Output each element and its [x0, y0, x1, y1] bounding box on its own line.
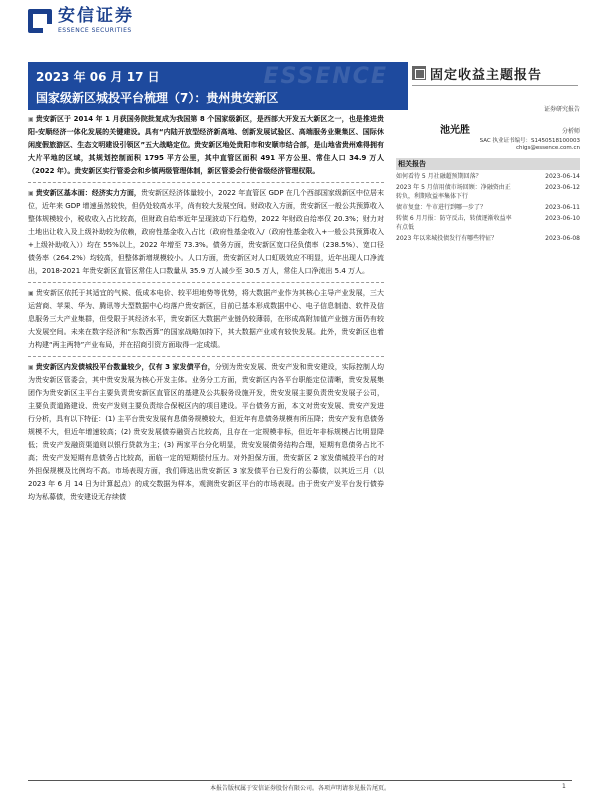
research-tag: 证券研究报告: [543, 106, 580, 113]
paragraph-lead: 贵安新区基本面：经济实力方面，: [35, 189, 141, 197]
related-report-item[interactable]: [396, 203, 580, 212]
page-number: 1: [562, 783, 566, 790]
related-report-date: 2023-06-10: [545, 215, 580, 222]
report-type: [412, 62, 578, 84]
brand-name-cn: 安信证券: [58, 6, 134, 26]
report-title: 国家级新区城投平台梳理（7）：贵州贵安新区: [36, 91, 279, 105]
bullet-icon: ▣: [28, 116, 34, 123]
body-paragraph: [28, 113, 384, 178]
related-report-item[interactable]: [396, 183, 580, 201]
banner-watermark: ESSENCE: [263, 64, 388, 89]
paragraph-text: 贵安新区经济体量较小，2022 年直管区 GDP 在几个西部国家级新区中位居末位，近年来 GDP 增速虽然较快，但仍处较高水平，尚有较大发展空间。财政收入方面，贵安新区一般公共预算收入整体规模较小，税收收入占比较高，但财政自给率近年呈现波动下行趋势，2022 年财政自给率仅 20.3%；财力对土地出让收入及上级补助较为依赖，政府性基金收入占比（政府性基金收入/（政府性基金收入+一般公共预算收入+上级补助收入））均在 55%以上，2022 年增至 73.3%。债务方面，贵安新区宽口径负债率（238.5%）、宽口径债务率（264.2%）均较高，但整体新增规模较小。人口方面，贵安新区对人口虹吸效应不明显，近年出现人口净流出，2018-2021 年贵安新区直管区常住人口数量从 35.9 万人减少至 30.5 万人，常住人口净流出 5.4 万人。: [28, 189, 385, 275]
related-report-item[interactable]: [396, 234, 580, 243]
related-report-date: 2023-06-11: [545, 204, 580, 211]
report-date: 2023 年 06 月 17 日: [36, 70, 160, 84]
related-report-date: 2023-06-08: [545, 235, 580, 242]
title-banner: [28, 62, 408, 110]
analyst-role: 分析师: [561, 128, 580, 135]
paragraph-divider: [28, 182, 384, 183]
footer-divider: [28, 780, 572, 781]
brand-logo: [28, 6, 134, 36]
report-type-icon: [412, 66, 426, 80]
analyst-sac: SAC 执业证书编号：S1450518100003: [479, 138, 580, 144]
bullet-icon: ▣: [28, 290, 34, 297]
related-report-title[interactable]: 如何看待 5 月社融超预期回落？: [396, 173, 482, 180]
related-report-item[interactable]: [396, 214, 580, 232]
analyst-email[interactable]: chigs@essence.com.cn: [515, 145, 580, 151]
related-report-title[interactable]: 转债 6 月月报：防守反击，转债逐渐收益率有点低: [396, 215, 512, 231]
brand-name-en: ESSENCE SECURITIES: [58, 27, 132, 34]
related-report-item[interactable]: [396, 172, 580, 181]
related-report-date: 2023-06-14: [545, 173, 580, 180]
body-paragraph: [28, 287, 384, 352]
related-reports-list: [396, 172, 580, 245]
related-reports-heading: 相关报告: [396, 158, 580, 170]
report-body: [28, 113, 384, 508]
paragraph-divider: [28, 282, 384, 283]
analyst-name: 池光胜: [440, 125, 470, 136]
related-report-date: 2023-06-12: [545, 184, 580, 191]
footer-disclaimer: 本报告版权属于安信证券股份有限公司。各项声明请参见报告尾页。: [209, 785, 390, 792]
bullet-icon: ▣: [28, 364, 34, 371]
body-paragraph: [28, 187, 384, 278]
related-report-title[interactable]: 2023 年以来城投债发行有哪些特征？: [396, 235, 498, 242]
bullet-icon: ▣: [28, 190, 34, 197]
paragraph-lead: 贵安新区内发债城投平台数量较少，仅有 3 家发债平台，: [35, 363, 215, 371]
related-report-title[interactable]: 2023 年 5 月信用债市场回顾：净融资由正转负，利期收益率集体下行: [396, 184, 511, 200]
brand-mark-icon: [28, 9, 52, 33]
paragraph-lead: 贵安新区于 2014 年 1 月获国务院批复成为我国第 8 个国家级新区，是西部大开发五大新区之一，也是推进贵阳-安顺经济一体化发展的关键建设。具有“内陆开放型经济新高地、创新发展试验区、高端服务业聚集区、国际休闲度假旅游区、生态文明建设引领区”五大战略定位。贵安新区地处贵阳市和安顺市结合部，是山地省贵州难得拥有大片平地的区域，其规划控制面积 1795 平方公里，其中直管区面积 491 平方公里、常住人口 34.9 万人（2022 年）。贵安新区实行管委会和乡镇两级管理体制，新区管委会行使省级经济管理权限。: [28, 115, 384, 175]
report-type-label: 固定收益主题报告: [430, 67, 543, 83]
report-type-divider: [412, 85, 578, 86]
analyst: [412, 121, 580, 136]
related-report-title[interactable]: 债市复盘：牛市进行到哪一步了？: [396, 204, 487, 211]
body-paragraph: [28, 361, 384, 504]
paragraph-text: 贵安新区依托于其适宜的气候、低成本电价、较平坦地势等优势，将大数据产业作为其核心主导产业发展，三大运营商、苹果、华为、腾讯等大型数据中心均落户贵安新区，目前已基本形成数据中心、电子信息制造、软件及信息服务三大产业集群，但受限于其经济水平，贵安新区大数据产业链仍较薄弱，在形成高附加值产业链方面仍有较大发展空间。未来在数字经济和“东数西算”的国家战略加持下，其大数据产业或有较快发展。此外，贵安新区也着力构建“两主两特”产业布局，并在招商引资方面取得一定成绩。: [28, 289, 384, 349]
paragraph-divider: [28, 356, 384, 357]
paragraph-text: 分别为贵安发展、贵安产发和贵安建设，实际控制人均为贵安新区管委会，其中贵安发展为核心开发主体。业务分工方面，贵安新区内各平台职能定位清晰，贵安发展集团作为贵安新区主平台主要负责贵安新区直管区的基建及公共服务设施开发，贵安发展主要负责贵安发展子公司，主要负责道路建设、贵安产发则主要负责综合保税区内的项目建设。平台债务方面，本文对贵安发展、贵安产发进行分析，具有以下特征：(1) 主平台贵安发展有息债务规模较大，但近年有息债务规模有所压降；贵安产发有息债务规模不大，但近年增速较高；(2) 贵安发展债券融资占比较高，且存在一定规模非标，但近年非标规模占比明显降低；贵安产发融资渠道则以银行贷款为主；(3) 两家平台分化明显，贵安发展债务结构合理，短期有息债务占比不高；贵安产发短期有息债务占比较高，面临一定的短期偿付压力。对外担保方面，贵安新区 2 家发债城投平台的对外担保规模及比例均不高。市场表现方面，我们筛选出贵安新区 3 家发债平台已发行的公募债，以其近三月（以 2023 年 6 月 14 日为计算起点）的成交数据为样本，观测贵安新区平台的市场表现。由于贵安产发平台发行债券均为私募债，贵安建设无存续债: [28, 363, 384, 501]
